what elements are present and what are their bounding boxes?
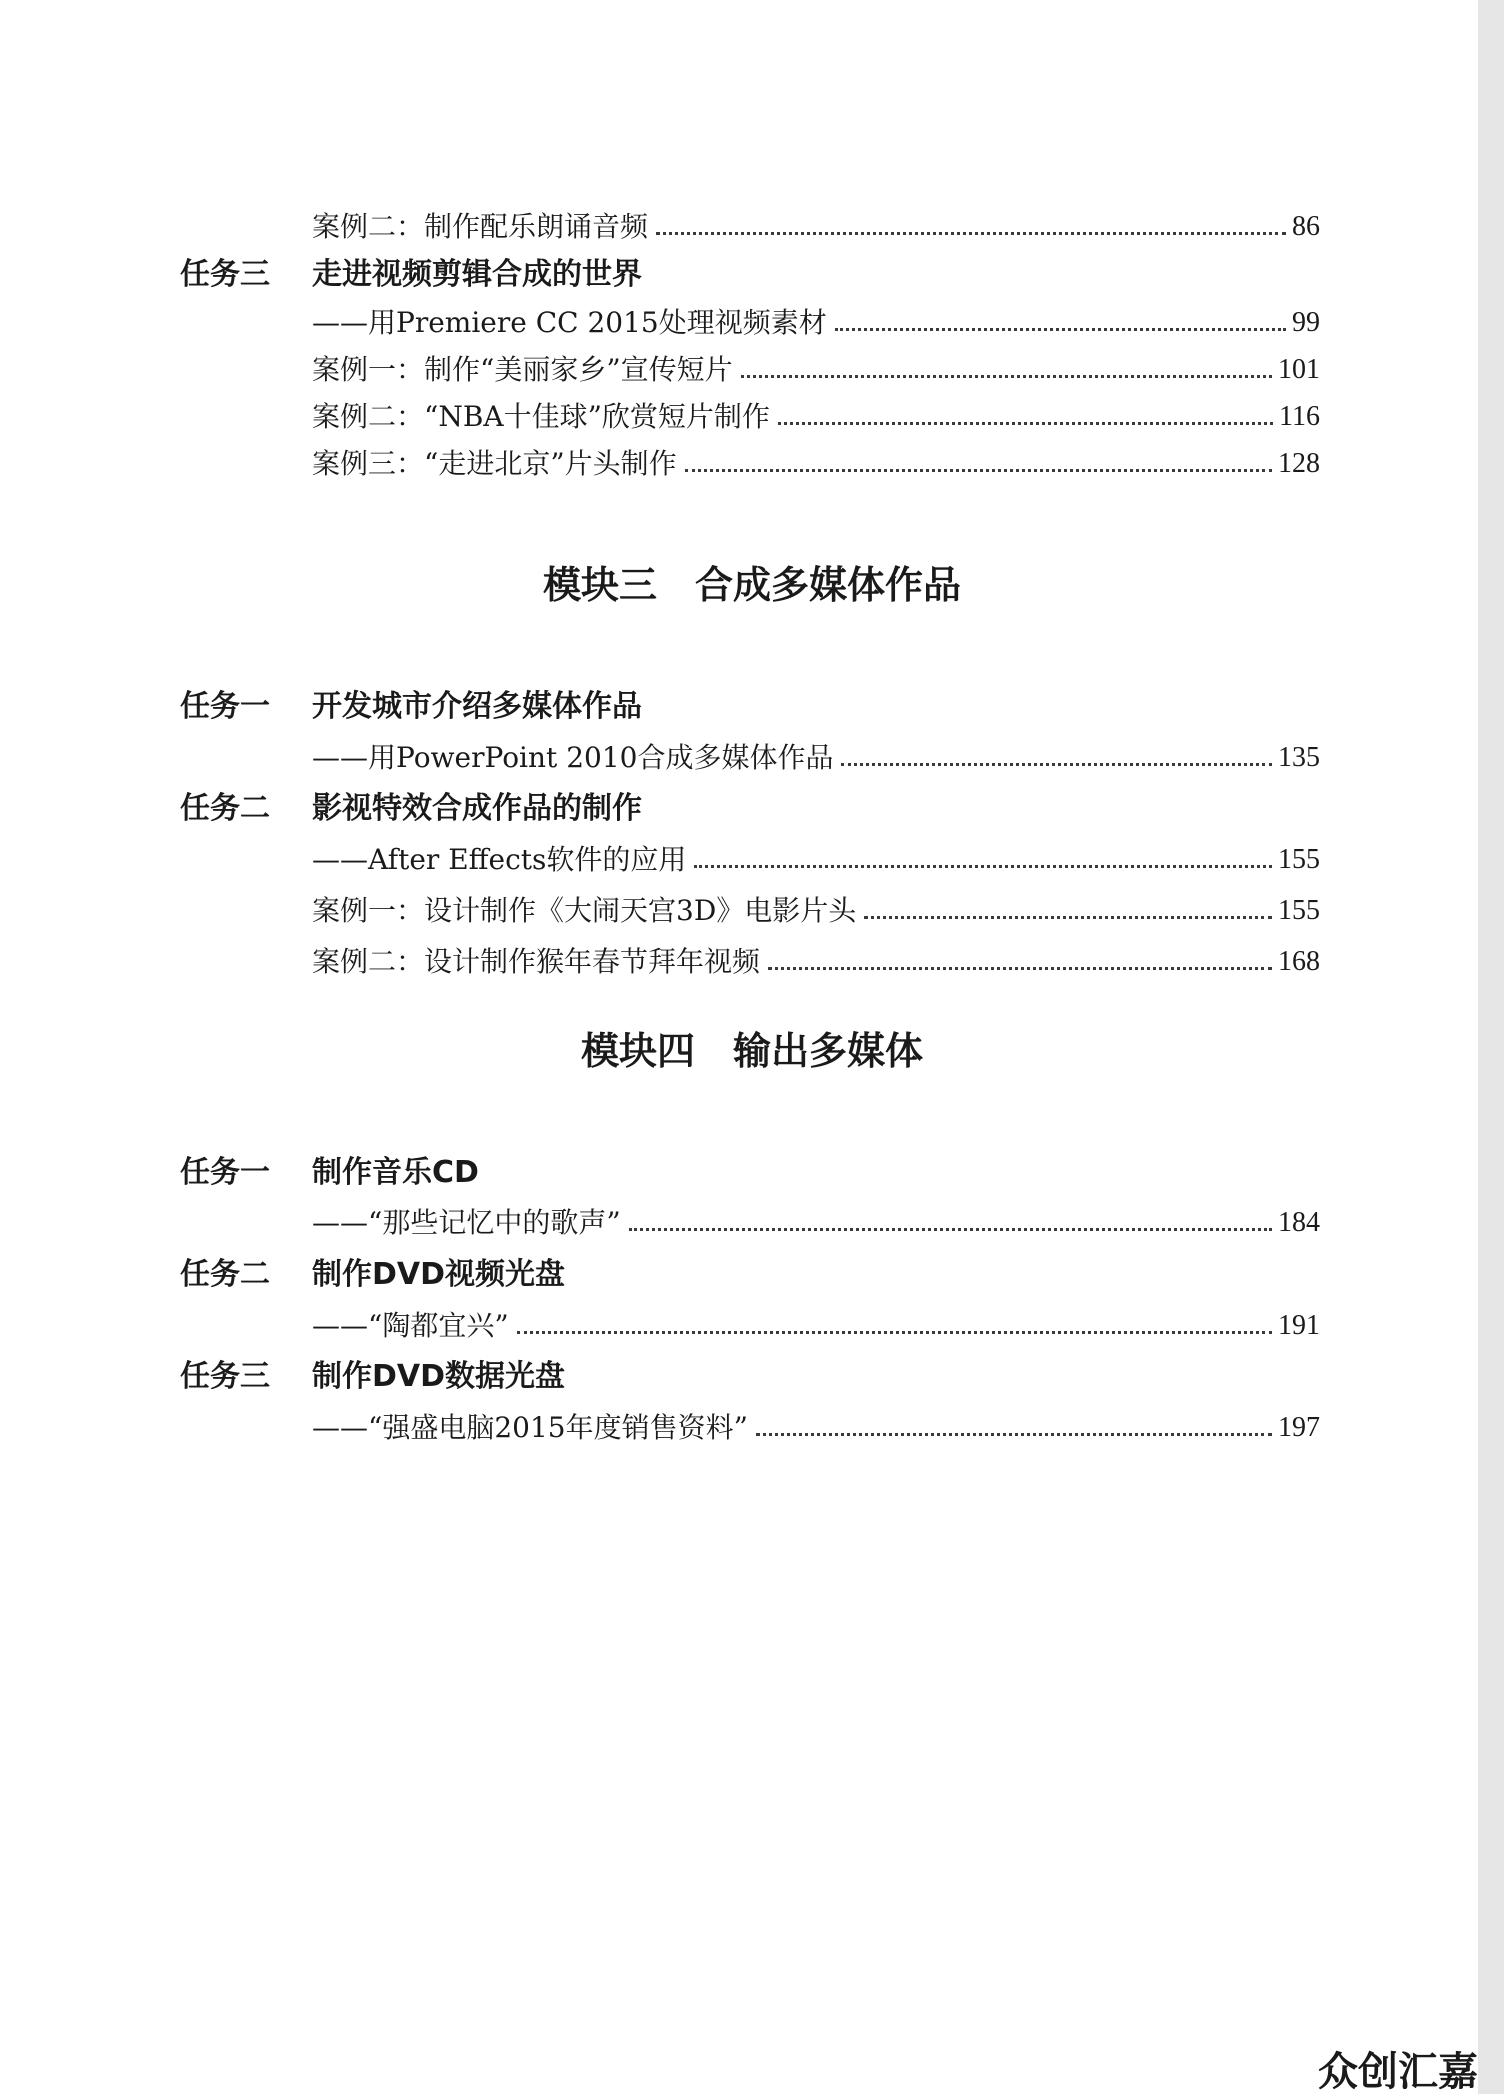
- dot-leader: [685, 469, 1272, 472]
- toc-entry-case[interactable]: [312, 193, 1320, 241]
- toc-page-number: 86: [1292, 211, 1320, 242]
- task-heading: [180, 1140, 479, 1188]
- task-heading: [180, 674, 642, 722]
- toc-entry-label: 案例三：“走进北京”片头制作: [312, 447, 677, 480]
- toc-entry-label: ——“强盛电脑2015年度销售资料”: [312, 1411, 748, 1444]
- toc-page-number: 184: [1278, 1207, 1320, 1238]
- toc-page-number: 155: [1278, 844, 1320, 875]
- dot-leader: [841, 763, 1272, 766]
- task-title: 走进视频剪辑合成的世界: [312, 257, 642, 292]
- task-title: 制作DVD数据光盘: [312, 1359, 566, 1394]
- task-number: 任务三: [180, 1359, 270, 1394]
- dot-leader: [778, 422, 1273, 425]
- toc-entry-subtitle[interactable]: [312, 1292, 1320, 1340]
- toc-entry-label: 案例二：制作配乐朗诵音频: [312, 210, 649, 243]
- toc-entry-label: 案例二：“NBA十佳球”欣赏短片制作: [312, 400, 770, 433]
- toc-entry-label: 案例二：设计制作猴年春节拜年视频: [312, 945, 761, 978]
- module-title: 模块四 输出多媒体: [580, 1028, 923, 1073]
- toc-page-number: 101: [1278, 354, 1320, 385]
- dot-leader: [656, 232, 1286, 235]
- toc-entry-subtitle[interactable]: [312, 1394, 1320, 1442]
- toc-page-number: 135: [1278, 742, 1320, 773]
- dot-leader: [756, 1433, 1272, 1436]
- toc-page-number: 155: [1278, 895, 1320, 926]
- dot-leader: [835, 328, 1286, 331]
- toc-page-number: 99: [1292, 307, 1320, 338]
- task-title: 制作DVD视频光盘: [312, 1257, 566, 1292]
- toc-entry-label: ——用PowerPoint 2010合成多媒体作品: [312, 741, 834, 774]
- toc-entry-case[interactable]: [312, 928, 1320, 976]
- toc-entry-label: ——After Effects软件的应用: [312, 843, 687, 876]
- toc-entry-case[interactable]: [312, 430, 1320, 478]
- toc-entry-label: ——“陶都宜兴”: [312, 1309, 509, 1342]
- toc-entry-case[interactable]: [312, 877, 1320, 925]
- toc-page-number: 197: [1278, 1412, 1320, 1443]
- task-number: 任务二: [180, 791, 270, 826]
- dot-leader: [694, 865, 1272, 868]
- task-title: 制作音乐CD: [312, 1155, 479, 1190]
- toc-entry-label: ——用Premiere CC 2015处理视频素材: [312, 306, 827, 339]
- watermark-logo: 众创汇嘉: [1318, 2049, 1478, 2094]
- module-title: 模块三 合成多媒体作品: [542, 562, 961, 607]
- task-number: 任务二: [180, 1257, 270, 1292]
- toc-entry-subtitle[interactable]: [312, 289, 1320, 337]
- toc-page-number: 128: [1278, 448, 1320, 479]
- toc-page-number: 116: [1279, 401, 1320, 432]
- task-heading: [180, 1344, 565, 1392]
- toc-entry-label: 案例一：设计制作《大闹天宫3D》电影片头: [312, 894, 857, 927]
- task-title: 开发城市介绍多媒体作品: [312, 689, 642, 724]
- task-number: 任务一: [180, 689, 270, 724]
- toc-entry-subtitle[interactable]: [312, 1189, 1320, 1237]
- task-number: 任务一: [180, 1155, 270, 1190]
- toc-entry-subtitle[interactable]: [312, 724, 1320, 772]
- toc-entry-subtitle[interactable]: [312, 826, 1320, 874]
- dot-leader: [517, 1331, 1272, 1334]
- dot-leader: [768, 967, 1272, 970]
- task-heading: [180, 776, 642, 824]
- dot-leader: [629, 1228, 1272, 1231]
- task-title: 影视特效合成作品的制作: [312, 791, 642, 826]
- dot-leader: [864, 916, 1272, 919]
- toc-page-number: 191: [1278, 1310, 1320, 1341]
- toc-entry-label: ——“那些记忆中的歌声”: [312, 1206, 621, 1239]
- task-number: 任务三: [180, 257, 270, 292]
- toc-page-number: 168: [1278, 946, 1320, 977]
- toc-entry-case[interactable]: [312, 383, 1320, 431]
- dot-leader: [741, 375, 1272, 378]
- toc-entry-case[interactable]: [312, 336, 1320, 384]
- task-heading: [180, 1242, 565, 1290]
- task-heading: [180, 242, 642, 290]
- toc-entry-label: 案例一：制作“美丽家乡”宣传短片: [312, 353, 733, 386]
